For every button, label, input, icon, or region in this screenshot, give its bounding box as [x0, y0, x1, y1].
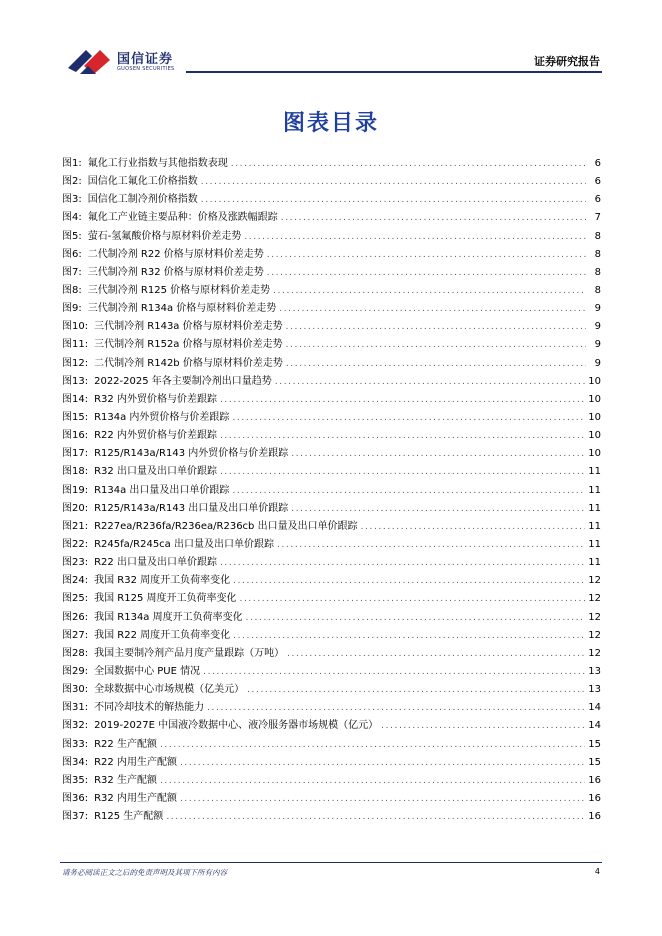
toc-page-number: 8 [594, 230, 601, 242]
toc-figure-number: 图3: [62, 194, 82, 206]
toc-figure-title: 我国 R134a 周度开工负荷率变化 [94, 611, 243, 623]
page-title: 图表目录 [282, 111, 379, 136]
toc-page-number: 10 [588, 448, 601, 460]
toc-dot-leader [273, 282, 586, 300]
toc-dot-leader [275, 373, 585, 391]
toc-figure-title: 2022-2025 年各主要制冷剂出口量趋势 [94, 375, 272, 387]
toc-page-number: 13 [588, 684, 601, 696]
logo-chinese-name: 国信证券 [117, 52, 174, 67]
page-header [0, 0, 662, 80]
toc-figure-number: 图33: [62, 738, 89, 750]
toc-entry[interactable] [62, 318, 601, 336]
toc-page-number: 11 [588, 520, 601, 532]
toc-figure-title: R22 内用生产配额 [94, 756, 177, 768]
toc-dot-leader [286, 336, 586, 354]
toc-figure-number: 图1: [62, 158, 82, 169]
toc-page-number: 12 [588, 575, 601, 587]
toc-figure-number: 图6: [62, 248, 82, 260]
footer-disclaimer: 请务必阅读正文之后的免责声明及其项下所有内容 [62, 868, 227, 877]
toc-page-number: 12 [588, 611, 601, 623]
toc-figure-title: R134a 内外贸价格与价差跟踪 [94, 411, 230, 423]
guosen-logo-icon [66, 46, 114, 76]
toc-page-number: 9 [594, 303, 601, 315]
toc-figure-title: R125/R143a/R143 内外贸价格与价差跟踪 [94, 448, 289, 460]
toc-page-number: 11 [588, 502, 601, 514]
toc-dot-leader [231, 155, 586, 173]
toc-entry[interactable] [62, 246, 601, 264]
toc-dot-leader [381, 717, 585, 735]
toc-entry[interactable] [62, 518, 601, 536]
toc-entry[interactable] [62, 754, 601, 772]
toc-figure-number: 图9: [62, 303, 82, 315]
toc-page-number: 16 [588, 811, 601, 823]
toc-figure-number: 图4: [62, 212, 82, 224]
toc-entry[interactable] [62, 609, 601, 627]
toc-page-number: 6 [594, 158, 601, 169]
toc-dot-leader [267, 264, 586, 282]
toc-entry[interactable] [62, 155, 601, 173]
toc-page-number: 6 [594, 194, 601, 206]
toc-page-number: 8 [594, 266, 601, 278]
toc-page-number: 8 [594, 284, 601, 296]
toc-figure-number: 图15: [62, 411, 89, 423]
toc-entry[interactable] [62, 681, 601, 699]
toc-entry[interactable] [62, 463, 601, 481]
toc-entry[interactable] [62, 355, 601, 373]
toc-figure-title: 萤石-氢氟酸价格与原材料价差走势 [87, 230, 242, 242]
toc-page-number: 9 [594, 321, 601, 333]
toc-entry[interactable] [62, 409, 601, 427]
toc-dot-leader [220, 391, 585, 409]
toc-page-number: 8 [594, 248, 601, 260]
toc-page-number: 9 [594, 357, 601, 369]
toc-dot-leader [180, 790, 585, 808]
toc-page-number: 16 [588, 792, 601, 804]
toc-figure-title: 国信化工制冷剂价格指数 [87, 194, 198, 206]
toc-dot-leader [233, 627, 585, 645]
toc-page-number: 11 [588, 557, 601, 569]
toc-figure-title: R245fa/R245ca 出口量及出口单价跟踪 [94, 538, 274, 550]
toc-page-number: 7 [594, 212, 601, 224]
toc-figure-title: 不同冷却技术的解热能力 [94, 702, 205, 714]
toc-entry[interactable] [62, 427, 601, 445]
toc-dot-leader [203, 663, 585, 681]
toc-figure-number: 图21: [62, 520, 89, 532]
page-number: 4 [594, 867, 600, 876]
toc-entry[interactable] [62, 699, 601, 717]
toc-figure-number: 图23: [62, 557, 89, 569]
toc-figure-title: R22 内外贸价格与价差跟踪 [94, 430, 217, 442]
toc-figure-number: 图14: [62, 393, 89, 405]
toc-figure-title: 三代制冷剂 R134a 价格与原材料价差走势 [87, 303, 277, 315]
toc-dot-leader [277, 536, 585, 554]
header-divider [186, 71, 602, 73]
toc-figure-title: 2019-2027E 中国液冷数据中心、液冷服务器市场规模（亿元） [94, 720, 379, 732]
toc-dot-leader [281, 209, 586, 227]
toc-figure-title: 三代制冷剂 R125 价格与原材料价差走势 [87, 284, 271, 296]
toc-page-number: 11 [588, 538, 601, 550]
toc-figure-title: R32 生产配额 [94, 774, 157, 786]
toc-entry[interactable] [62, 717, 601, 735]
toc-figure-number: 图31: [62, 702, 89, 714]
toc-figure-number: 图32: [62, 720, 89, 732]
toc-figure-number: 图28: [62, 647, 89, 659]
toc-figure-title: 二代制冷剂 R142b 价格与原材料价差走势 [94, 357, 283, 369]
toc-figure-number: 图19: [62, 484, 89, 496]
toc-page-number: 10 [588, 430, 601, 442]
toc-dot-leader [220, 554, 585, 572]
toc-figure-number: 图5: [62, 230, 82, 242]
toc-dot-leader [291, 445, 585, 463]
toc-entry[interactable] [62, 554, 601, 572]
toc-figure-number: 图25: [62, 593, 89, 605]
toc-dot-leader [246, 609, 586, 627]
toc-entry[interactable] [62, 645, 601, 663]
toc-dot-leader [286, 355, 586, 373]
toc-page-number: 15 [588, 738, 601, 750]
toc-page-number: 11 [588, 484, 601, 496]
toc-figure-title: R32 出口量及出口单价跟踪 [94, 466, 217, 478]
toc-figure-number: 图27: [62, 629, 89, 641]
logo-english-name: GUOSEN SECURITIES [117, 66, 175, 72]
toc-dot-leader [220, 463, 585, 481]
toc-figure-number: 图2: [62, 176, 82, 188]
toc-entry[interactable] [62, 209, 601, 227]
toc-figure-number: 图34: [62, 756, 89, 768]
toc-dot-leader [233, 572, 585, 590]
toc-page-number: 13 [588, 665, 601, 677]
toc-figure-number: 图30: [62, 684, 89, 696]
toc-figure-number: 图13: [62, 375, 89, 387]
toc-dot-leader [240, 590, 586, 608]
toc-figure-title: 国信化工氟化工价格指数 [87, 176, 198, 188]
toc-entry[interactable] [62, 191, 601, 209]
toc-figure-title: R32 内用生产配额 [94, 792, 177, 804]
toc-figure-title: R227ea/R236fa/R236ea/R236cb 出口量及出口单价跟踪 [94, 520, 358, 532]
toc-page-number: 16 [588, 774, 601, 786]
toc-figure-title: 三代制冷剂 R32 价格与原材料价差走势 [87, 266, 264, 278]
toc-entry[interactable] [62, 445, 601, 463]
toc-dot-leader [232, 409, 585, 427]
toc-figure-title: 我国 R22 周度开工负荷率变化 [94, 629, 231, 641]
toc-entry[interactable] [62, 300, 601, 318]
toc-figure-number: 图37: [62, 811, 89, 823]
toc-entry[interactable] [62, 808, 601, 826]
toc-entry[interactable] [62, 391, 601, 409]
toc-page-number: 15 [588, 756, 601, 768]
toc-dot-leader [286, 318, 586, 336]
toc-page-number: 14 [588, 702, 601, 714]
toc-dot-leader [291, 500, 585, 518]
toc-entry[interactable] [62, 590, 601, 608]
toc-figure-number: 图22: [62, 538, 89, 550]
toc-figure-number: 图24: [62, 575, 89, 587]
toc-dot-leader [287, 645, 585, 663]
toc-entry[interactable] [62, 627, 601, 645]
footer-divider [60, 862, 602, 863]
toc-figure-number: 图29: [62, 665, 89, 677]
toc-figure-title: 全国数据中心 PUE 情况 [94, 665, 201, 677]
toc-entry[interactable] [62, 282, 601, 300]
figure-toc-list [62, 155, 601, 826]
toc-dot-leader [201, 173, 586, 191]
toc-entry[interactable] [62, 336, 601, 354]
toc-figure-number: 图36: [62, 792, 89, 804]
toc-figure-number: 图35: [62, 774, 89, 786]
toc-page-number: 10 [588, 411, 601, 423]
toc-entry[interactable] [62, 482, 601, 500]
toc-figure-number: 图10: [62, 321, 89, 333]
toc-entry[interactable] [62, 790, 601, 808]
toc-dot-leader [207, 699, 585, 717]
toc-entry[interactable] [62, 228, 601, 246]
toc-dot-leader [267, 246, 586, 264]
toc-figure-number: 图20: [62, 502, 89, 514]
toc-dot-leader [220, 427, 585, 445]
toc-figure-title: R32 内外贸价格与价差跟踪 [94, 393, 217, 405]
toc-figure-title: 二代制冷剂 R22 价格与原材料价差走势 [87, 248, 264, 260]
toc-figure-title: R125 生产配额 [94, 811, 164, 823]
toc-page-number: 6 [594, 176, 601, 188]
toc-dot-leader [244, 228, 586, 246]
toc-figure-number: 图7: [62, 266, 82, 278]
toc-entry[interactable] [62, 536, 601, 554]
toc-entry[interactable] [62, 663, 601, 681]
toc-figure-title: 我国 R32 周度开工负荷率变化 [94, 575, 231, 587]
toc-page-number: 11 [588, 466, 601, 478]
toc-figure-title: R22 生产配额 [94, 738, 157, 750]
toc-page-number: 14 [588, 720, 601, 732]
toc-figure-title: 氟化工行业指数与其他指数表现 [87, 158, 228, 169]
toc-entry[interactable] [62, 500, 601, 518]
toc-dot-leader [166, 808, 585, 826]
toc-dot-leader [232, 482, 585, 500]
toc-figure-number: 图16: [62, 430, 89, 442]
toc-entry[interactable] [62, 736, 601, 754]
toc-entry[interactable] [62, 173, 601, 191]
toc-figure-title: 氟化工产业链主要品种：价格及涨跌幅跟踪 [87, 212, 278, 224]
toc-dot-leader [279, 300, 586, 318]
toc-figure-title: R22 出口量及出口单价跟踪 [94, 557, 217, 569]
toc-figure-title: 三代制冷剂 R143a 价格与原材料价差走势 [94, 321, 283, 333]
toc-page-number: 12 [588, 593, 601, 605]
toc-dot-leader [160, 772, 585, 790]
toc-figure-number: 图17: [62, 448, 89, 460]
toc-figure-title: 全球数据中心市场规模（亿美元） [94, 684, 245, 696]
toc-dot-leader [361, 518, 586, 536]
toc-figure-number: 图12: [62, 357, 89, 369]
company-logo [66, 46, 186, 76]
toc-entry[interactable] [62, 373, 601, 391]
toc-figure-number: 图11: [62, 339, 89, 351]
toc-page-number: 12 [588, 629, 601, 641]
toc-figure-title: 我国 R125 周度开工负荷率变化 [94, 593, 237, 605]
toc-figure-number: 图18: [62, 466, 89, 478]
toc-page-number: 10 [588, 393, 601, 405]
toc-dot-leader [247, 681, 585, 699]
toc-dot-leader [201, 191, 586, 209]
toc-figure-title: R134a 出口量及出口单价跟踪 [94, 484, 230, 496]
toc-dot-leader [160, 736, 585, 754]
toc-figure-title: R125/R143a/R143 出口量及出口单价跟踪 [94, 502, 289, 514]
toc-figure-title: 我国主要制冷剂产品月度产量跟踪（万吨） [94, 647, 285, 659]
toc-entry[interactable] [62, 772, 601, 790]
toc-page-number: 9 [594, 339, 601, 351]
toc-figure-title: 三代制冷剂 R152a 价格与原材料价差走势 [94, 339, 283, 351]
toc-dot-leader [180, 754, 585, 772]
toc-entry[interactable] [62, 264, 601, 282]
toc-page-number: 10 [588, 375, 601, 387]
toc-figure-number: 图26: [62, 611, 89, 623]
toc-page-number: 12 [588, 647, 601, 659]
toc-entry[interactable] [62, 572, 601, 590]
report-type-label: 证券研究报告 [534, 55, 600, 68]
toc-figure-number: 图8: [62, 284, 82, 296]
